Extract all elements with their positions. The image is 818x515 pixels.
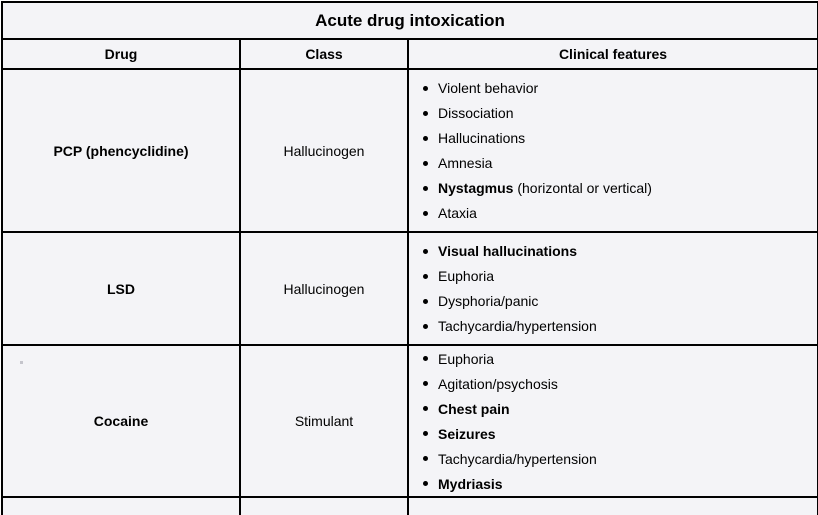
feature-item: [423, 264, 809, 289]
feature-text: Dissociation: [438, 105, 514, 121]
feature-item: [423, 101, 809, 126]
drug-cell: Cocaine: [2, 345, 240, 497]
feature-item: [423, 176, 809, 201]
bullet-icon: [423, 456, 428, 461]
feature-item: [423, 421, 809, 446]
feature-item: [423, 151, 809, 176]
feature-item: [423, 76, 809, 101]
feature-item: [423, 396, 809, 421]
column-header-class: Class: [240, 39, 408, 69]
feature-text: Seizures: [438, 425, 496, 442]
bullet-icon: [423, 299, 428, 304]
bullet-icon: [423, 431, 428, 436]
bullet-icon: [423, 356, 428, 361]
feature-text: Amnesia: [438, 155, 493, 171]
features-cell: [408, 69, 818, 232]
feature-text: Euphoria: [438, 350, 495, 367]
acute-drug-intoxication-table: [1, 1, 818, 515]
bullet-icon: [423, 324, 428, 329]
feature-text: Agitation/psychosis: [438, 375, 558, 392]
title-row: [2, 2, 818, 39]
column-header-drug: Drug: [2, 39, 240, 69]
bullet-icon: [423, 381, 428, 386]
speck-artifact: [20, 361, 23, 364]
feature-text: Chest pain: [438, 400, 510, 417]
features-list: [409, 76, 817, 226]
feature-item: [423, 314, 809, 339]
bullet-icon: [423, 211, 428, 216]
class-cell: Hallucinogen: [240, 69, 408, 232]
features-list: [409, 346, 817, 496]
feature-item: [423, 346, 809, 371]
feature-item: [423, 371, 809, 396]
bullet-icon: [423, 274, 428, 279]
drug-cell: PCP (phencyclidine): [2, 69, 240, 232]
empty-cell: [240, 497, 408, 515]
bullet-icon: [423, 161, 428, 166]
class-cell: Hallucinogen: [240, 232, 408, 345]
feature-item: [423, 239, 809, 264]
table-body: [2, 2, 818, 515]
feature-item: [423, 289, 809, 314]
bullet-icon: [423, 86, 428, 91]
class-cell: Stimulant: [240, 345, 408, 497]
empty-cell: [2, 497, 240, 515]
feature-text: Visual hallucinations: [438, 243, 578, 259]
bullet-icon: [423, 186, 428, 191]
table-title: Acute drug intoxication: [2, 2, 818, 39]
features-cell: [408, 345, 818, 497]
feature-item: [423, 201, 809, 226]
table-row-next-partial: [2, 497, 818, 515]
feature-text: Hallucinations: [438, 130, 526, 146]
feature-text: Ataxia: [438, 205, 477, 221]
feature-text: Dysphoria/panic: [438, 293, 539, 309]
table-row: [2, 69, 818, 232]
bullet-icon: [423, 406, 428, 411]
feature-item: [423, 126, 809, 151]
bullet-icon: [423, 111, 428, 116]
drug-cell: LSD: [2, 232, 240, 345]
bullet-icon: [423, 136, 428, 141]
table-row: [2, 345, 818, 497]
features-cell: [408, 232, 818, 345]
feature-item: [423, 471, 809, 496]
feature-text: Mydriasis: [438, 475, 503, 492]
empty-cell: [408, 497, 818, 515]
bullet-icon: [423, 481, 428, 486]
features-list: [409, 239, 817, 339]
feature-text: Tachycardia/hypertension: [438, 318, 597, 334]
bullet-icon: [423, 249, 428, 254]
column-header-clinical-features: Clinical features: [408, 39, 818, 69]
table-row: [2, 232, 818, 345]
feature-text: Nystagmus (horizontal or vertical): [438, 180, 652, 196]
feature-text: Violent behavior: [438, 80, 539, 96]
feature-item: [423, 446, 809, 471]
feature-text: Euphoria: [438, 268, 495, 284]
feature-text: Tachycardia/hypertension: [438, 450, 597, 467]
header-row: [2, 39, 818, 69]
